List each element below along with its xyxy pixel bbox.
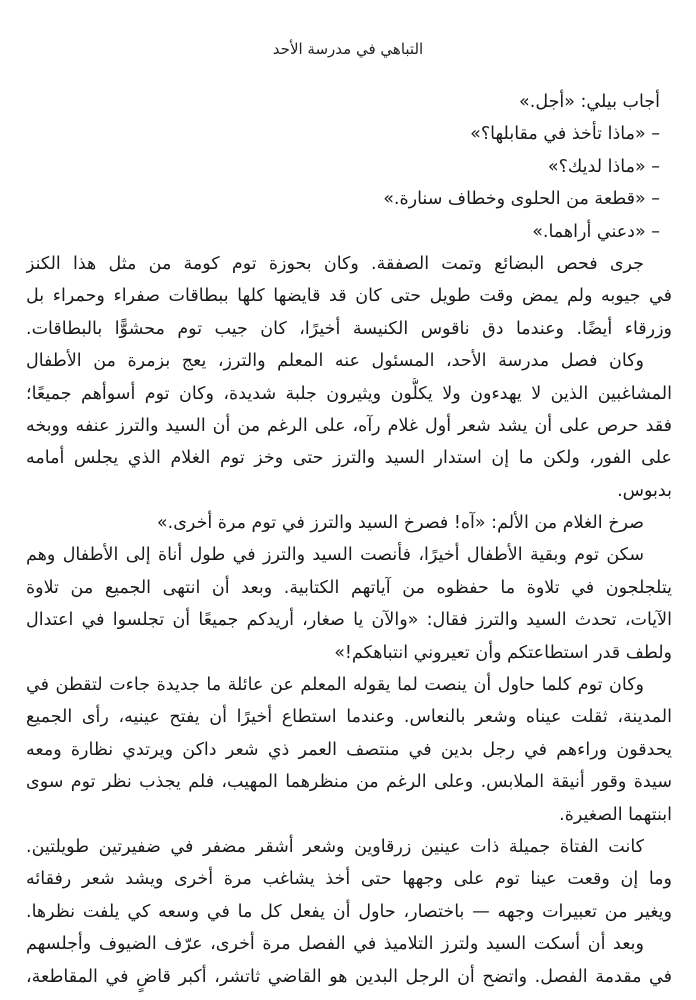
text-line: في جيوبه ولم يمض وقت طويل حتى كان قد قايضها كلها ببطاقات صفراء وحمراء بل [26,286,672,307]
text-line: وكان فصل مدرسة الأحد، المسئول عنه المعلم والترز، يعج بزمرة من الأطفال [26,351,644,372]
text-line: المدينة، ثقلت عيناه وشعر بالنعاس. وعندما استطاع أخيرًا أن يفتح عينيه، رأى الجميع [26,707,672,728]
text-line: الآيات، تحدث السيد والترز فقال: «والآن يا صغار، أريدكم جميعًا أن تجلسوا في اعتدال [26,610,672,631]
text-line: – «ماذا لديك؟» [547,156,660,177]
text-line: وكان توم كلما حاول أن ينصت لما يقوله المعلم عن عائلة ما جديدة جاءت لتقطن في [26,675,644,696]
text-line: يحدقون وراءهم في رجل بدين في منتصف العمر ذي شعر داكن ويرتدي نظارة ومعه [26,739,672,760]
text-line: – «دعني أراهما.» [532,221,660,242]
text-line: جرى فحص البضائع وتمت الصفقة. وكان بحوزة توم كومة من مثل هذا الكنز [26,253,644,274]
text-line: كانت الفتاة جميلة ذات عينين زرقاوين وشعر أشقر مضفر في ضفيرتين طويلتين. [26,836,644,857]
text-line: سكن توم وبقية الأطفال أخيرًا، فأنصت السيد والترز في طول أناة إلى الأطفال وهم [26,545,644,566]
text-line: وزرقاء أيضًا. وعندما دق ناقوس الكنيسة أخيرًا، كان جيب توم محشوًّا بالبطاقات. [26,318,672,339]
text-line: فقد حرص على أن يشد شعر أول غلام رآه، على الرغم من أن السيد والترز عنفه ووبخه [26,415,672,436]
text-line: – «قطعة من الحلوى وخطاف سنارة.» [383,189,660,210]
text-line: صرخ الغلام من الألم: «آه! فصرخ السيد والترز في توم مرة أخرى.» [156,513,644,534]
text-line: على الفور، ولكن ما إن استدار السيد والترز حتى وخز توم الغلام الذي يجلس أمامه [26,448,672,469]
text-line: ولطف قدر استطاعتكم وأن تعيروني انتباهكم!» [334,642,672,663]
running-head: التباهي في مدرسة الأحد [272,40,424,58]
body-text [26,86,672,993]
text-line: ويغير من تعبيرات وجهه — باختصار، حاول أن يفعل كل ما في وسعه كي يلفت نظرها. [26,901,672,922]
text-line: بدبوس. [617,480,672,501]
text-line: – «ماذا تأخذ في مقابلها؟» [470,124,660,145]
text-line: سيدة وقور أنيقة الملابس. وعلى الرغم من منظرهما المهيب، فلم يجذب نظر توم سوى [26,772,672,793]
text-line: ابنتهما الصغيرة. [559,804,672,825]
text-line: وما إن وقعت عينا توم على وجهها حتى أخذ يشاغب مرة أخرى ويشد شعر رفقائه [26,869,672,890]
text-line: المشاغبين الذين لا يهدءون ولا يكلُّون ويثيرون جلبة شديدة، وكان توم أسوأهم جميعًا؛ [26,383,672,404]
text-line: في مقدمة الفصل. واتضح أن الرجل البدين هو القاضي ثاتشر، أكبر قاضٍ في المقاطعة، [26,966,672,987]
text-line: أجاب بيلي: «أجل.» [519,92,660,112]
text-line: يتلجلجون في تلاوة ما حفظوه من آياتهم الكتابية. وبعد أن انتهى الجميع من تلاوة [26,577,672,598]
text-line: وبعد أن أسكت السيد ولترز التلاميذ في الفصل مرة أخرى، عرّف الضيوف وأجلسهم [26,934,644,955]
